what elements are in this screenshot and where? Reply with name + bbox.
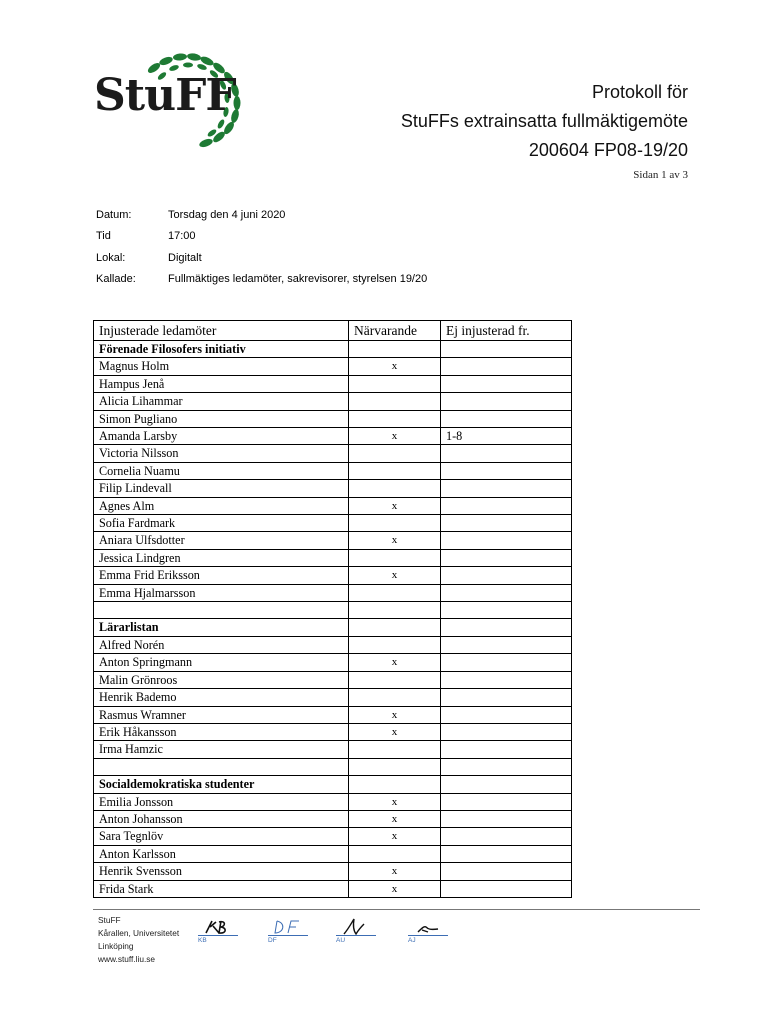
not-adjusted-from xyxy=(441,497,572,514)
member-name xyxy=(94,758,349,775)
member-name: Sofia Fardmark xyxy=(94,515,349,532)
attendance-table-body xyxy=(94,341,572,898)
not-adjusted-from xyxy=(441,445,572,462)
member-name: Henrik Bademo xyxy=(94,689,349,706)
not-adjusted-from xyxy=(441,828,572,845)
present-mark: x xyxy=(349,863,441,880)
not-adjusted-from xyxy=(441,863,572,880)
table-row xyxy=(94,445,572,462)
table-row xyxy=(94,497,572,514)
member-name: Henrik Svensson xyxy=(94,863,349,880)
member-name: Emilia Jonsson xyxy=(94,793,349,810)
member-name: Frida Stark xyxy=(94,880,349,897)
not-adjusted-from xyxy=(441,810,572,827)
spacer-row xyxy=(94,758,572,775)
present-mark: x xyxy=(349,358,441,375)
present-mark xyxy=(349,480,441,497)
footer-street: Kårallen, Universitetet xyxy=(98,928,180,938)
meta-row-location xyxy=(96,247,427,269)
signature-mark-icon xyxy=(202,918,232,936)
present-mark: x xyxy=(349,654,441,671)
signature-initials: KB xyxy=(198,937,207,944)
attendance-table xyxy=(93,320,572,898)
not-adjusted-from xyxy=(441,636,572,653)
group-name: Lärarlistan xyxy=(94,619,349,636)
signature-initials: AJ xyxy=(408,937,416,944)
meta-value: 17:00 xyxy=(168,230,196,243)
title-line-2: StuFFs extrainsatta fullmäktigemöte xyxy=(400,111,688,131)
signature-line xyxy=(336,935,376,936)
table-row xyxy=(94,793,572,810)
table-row xyxy=(94,828,572,845)
member-name: Sara Tegnlöv xyxy=(94,828,349,845)
meta-value: Fullmäktiges ledamöter, sakrevisorer, styrelsen 19/20 xyxy=(168,273,428,286)
not-adjusted-from xyxy=(441,706,572,723)
not-adjusted-from xyxy=(441,741,572,758)
group-name: Förenade Filosofers initiativ xyxy=(94,341,349,358)
member-name: Rasmus Wramner xyxy=(94,706,349,723)
table-row xyxy=(94,723,572,740)
signature-initials: AU xyxy=(336,937,346,944)
member-name: Emma Hjalmarsson xyxy=(94,584,349,601)
group-header-row xyxy=(94,341,572,358)
meta-row-time xyxy=(96,226,427,248)
not-adjusted-from xyxy=(441,375,572,392)
column-header-members: Injusterade ledamöter xyxy=(94,321,349,341)
not-adjusted-from: 1-8 xyxy=(441,428,572,445)
member-name: Jessica Lindgren xyxy=(94,549,349,566)
member-name: Simon Pugliano xyxy=(94,410,349,427)
table-row xyxy=(94,393,572,410)
footer-website: www.stuff.liu.se xyxy=(98,954,156,964)
signature-aj xyxy=(408,918,448,948)
present-mark xyxy=(349,462,441,479)
not-adjusted-from xyxy=(441,723,572,740)
signature-kb xyxy=(198,918,238,948)
member-name: Amanda Larsby xyxy=(94,428,349,445)
present-mark: x xyxy=(349,567,441,584)
stuff-logo xyxy=(92,50,252,150)
page-indicator: Sidan 1 av 3 xyxy=(633,169,688,181)
signature-initials: DF xyxy=(268,937,277,944)
table-row xyxy=(94,636,572,653)
not-adjusted-from xyxy=(441,654,572,671)
not-adjusted-from xyxy=(441,880,572,897)
member-name: Alfred Norén xyxy=(94,636,349,653)
table-row xyxy=(94,410,572,427)
member-name: Emma Frid Eriksson xyxy=(94,567,349,584)
table-row xyxy=(94,671,572,688)
present-mark xyxy=(349,515,441,532)
member-name: Filip Lindevall xyxy=(94,480,349,497)
footer-city: Linköping xyxy=(98,941,134,951)
table-row xyxy=(94,375,572,392)
present-mark xyxy=(349,741,441,758)
document-title xyxy=(401,78,688,181)
group-header-row xyxy=(94,619,572,636)
table-row xyxy=(94,654,572,671)
not-adjusted-from xyxy=(441,393,572,410)
meta-label: Lokal: xyxy=(96,251,126,264)
footer-divider xyxy=(93,909,700,910)
signature-mark-icon xyxy=(412,918,442,936)
member-name: Erik Håkansson xyxy=(94,723,349,740)
group-header-row xyxy=(94,776,572,793)
signature-df xyxy=(268,918,308,948)
signature-line xyxy=(268,935,308,936)
signature-mark-icon xyxy=(340,918,370,936)
not-adjusted-from xyxy=(441,689,572,706)
table-row xyxy=(94,845,572,862)
present-mark xyxy=(349,375,441,392)
table-row xyxy=(94,462,572,479)
present-mark xyxy=(349,689,441,706)
not-adjusted-from xyxy=(441,671,572,688)
member-name: Alicia Lihammar xyxy=(94,393,349,410)
member-name: Cornelia Nuamu xyxy=(94,462,349,479)
member-name: Anton Johansson xyxy=(94,810,349,827)
logo-text: StuFF xyxy=(94,70,236,121)
table-row xyxy=(94,515,572,532)
table-row xyxy=(94,532,572,549)
footer-address xyxy=(98,914,179,966)
meta-value: Torsdag den 4 juni 2020 xyxy=(168,208,286,221)
member-name: Hampus Jenå xyxy=(94,375,349,392)
table-header-row xyxy=(94,321,572,341)
member-name: Aniara Ulfsdotter xyxy=(94,532,349,549)
not-adjusted-from xyxy=(441,480,572,497)
table-row xyxy=(94,810,572,827)
meta-row-date xyxy=(96,204,427,226)
member-name: Anton Springmann xyxy=(94,654,349,671)
table-row xyxy=(94,706,572,723)
not-adjusted-from xyxy=(441,776,572,793)
present-mark: x xyxy=(349,793,441,810)
not-adjusted-from xyxy=(441,584,572,601)
title-line-1: Protokoll för xyxy=(591,82,688,102)
column-header-present: Närvarande xyxy=(349,321,441,341)
table-row xyxy=(94,741,572,758)
table-row xyxy=(94,358,572,375)
present-mark xyxy=(349,602,441,619)
spacer-row xyxy=(94,602,572,619)
present-mark xyxy=(349,341,441,358)
table-row xyxy=(94,549,572,566)
not-adjusted-from xyxy=(441,549,572,566)
present-mark: x xyxy=(349,532,441,549)
not-adjusted-from xyxy=(441,793,572,810)
column-header-not-adjusted: Ej injusterad fr. xyxy=(441,321,572,341)
member-name: Anton Karlsson xyxy=(94,845,349,862)
table-row xyxy=(94,880,572,897)
table-row xyxy=(94,863,572,880)
meta-value: Digitalt xyxy=(168,251,202,264)
meta-label: Datum: xyxy=(96,208,132,221)
present-mark: x xyxy=(349,706,441,723)
present-mark xyxy=(349,758,441,775)
member-name: Magnus Holm xyxy=(94,358,349,375)
present-mark: x xyxy=(349,428,441,445)
table-row xyxy=(94,480,572,497)
not-adjusted-from xyxy=(441,532,572,549)
not-adjusted-from xyxy=(441,358,572,375)
not-adjusted-from xyxy=(441,845,572,862)
signature-line xyxy=(198,935,238,936)
present-mark: x xyxy=(349,828,441,845)
table-row xyxy=(94,689,572,706)
not-adjusted-from xyxy=(441,462,572,479)
member-name: Malin Grönroos xyxy=(94,671,349,688)
table-row xyxy=(94,567,572,584)
present-mark xyxy=(349,845,441,862)
group-name: Socialdemokratiska studenter xyxy=(94,776,349,793)
not-adjusted-from xyxy=(441,515,572,532)
present-mark xyxy=(349,445,441,462)
signature-au xyxy=(336,918,376,948)
present-mark xyxy=(349,549,441,566)
present-mark xyxy=(349,410,441,427)
not-adjusted-from xyxy=(441,567,572,584)
table-row xyxy=(94,584,572,601)
meeting-details xyxy=(96,204,427,290)
present-mark xyxy=(349,393,441,410)
member-name: Victoria Nilsson xyxy=(94,445,349,462)
present-mark: x xyxy=(349,497,441,514)
present-mark xyxy=(349,619,441,636)
present-mark xyxy=(349,636,441,653)
present-mark xyxy=(349,776,441,793)
member-name xyxy=(94,602,349,619)
not-adjusted-from xyxy=(441,758,572,775)
member-name: Irma Hamzic xyxy=(94,741,349,758)
member-name: Agnes Alm xyxy=(94,497,349,514)
not-adjusted-from xyxy=(441,602,572,619)
meta-label: Tid xyxy=(96,230,111,243)
not-adjusted-from xyxy=(441,341,572,358)
title-line-3: 200604 FP08-19/20 xyxy=(528,140,688,160)
present-mark xyxy=(349,584,441,601)
table-row xyxy=(94,428,572,445)
not-adjusted-from xyxy=(441,619,572,636)
meta-label: Kallade: xyxy=(96,273,136,286)
present-mark: x xyxy=(349,810,441,827)
present-mark xyxy=(349,671,441,688)
present-mark: x xyxy=(349,723,441,740)
present-mark: x xyxy=(349,880,441,897)
signature-line xyxy=(408,935,448,936)
meta-row-invited xyxy=(96,269,427,291)
signature-mark-icon xyxy=(272,918,302,936)
footer-org: StuFF xyxy=(98,915,121,925)
not-adjusted-from xyxy=(441,410,572,427)
